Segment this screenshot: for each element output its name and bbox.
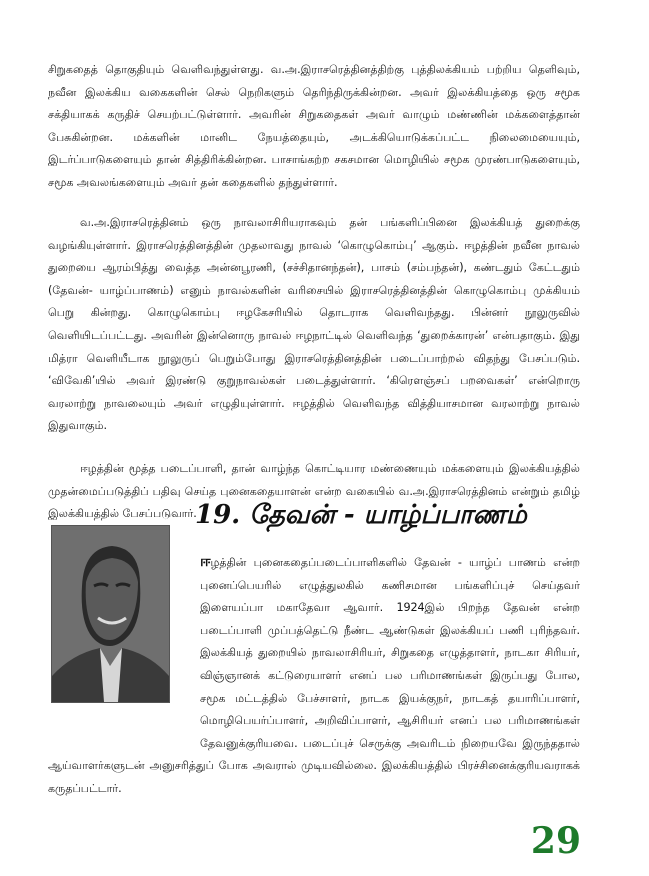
dropcap-letter: ஈ [200, 552, 211, 570]
portrait-silhouette [52, 526, 169, 702]
page-number: 29 [530, 820, 581, 862]
author-portrait-photo [51, 525, 170, 703]
paragraph-3: ஈழத்தின் மூத்த படைப்பாளி, தான் வாழ்ந்த கொட்டியார மண்ணையும் மக்களையும் இலக்கியத்தில் முதன்மைப்படுத்திப் பதிவு செய்த புனைகதையாளன் என்ற வகையில் வ.அ.இராசரெத்தினம் என்றும் தமிழ் இலக்கியத்தில் பேசப்படுவார். [48, 462, 580, 521]
section-heading: 19. தேவன் - யாழ்ப்பாணம் [195, 500, 527, 530]
paragraph-1: சிறுகதைத் தொகுதியும் வெளிவந்துள்ளது. வ.அ.இராசரெத்தினத்திற்கு புத்திலக்கியம் பற்றிய தெளிவும், நவீன இலக்கிய வகைகளின் செல் நெறிகளும் தெரிந்திருக்கின்றன. அவர் இலக்கியத்தை ஒரு சமூக சக்தியாகக் கருதிச் செயற்பட்டுள்ளார். அவரின் சிறுகதைகள் அவர் வாழும் மண்ணின் மக்களைத்தான் பேசுகின்றன. மக்களின் மானிட நேயத்தையும், அடக்கியொடுக்கப்பட்ட நிலைமையையும், இடர்ப்பாடுகளையும் தான் சித்திரிக்கின்றன. பாசாங்கற்ற சகசமான மொழியில் சமூக முரண்பாடுகளையும், சமூக அவலங்களையும் அவர் தன் கதைகளில் தந்துள்ளார். [48, 63, 580, 189]
paragraph-2: வ.அ.இராசரெத்தினம் ஒரு நாவலாசிரியராகவும் தன் பங்களிப்பினை இலக்கியத் துறைக்கு வழங்கியுள்ளார். இராசரெத்தினத்தின் முதலாவது நாவல் ‘கொழுகொம்பு’ ஆகும். ஈழத்தின் நவீன நாவல் துறையை ஆரம்பித்து வைத்த அன்னபூரணி, (சச்சிதானந்தன்), பாசம் (சம்பந்தன்), கண்டதும் கேட்டதும் (தேவன்- யாழ்ப்பாணம்) எனும் நாவல்களின் வரிசையில் இராசரெத்தினத்தின் கொழுகொம்பு முக்கியம் பெறு கின்றது. கொழுகொம்பு ஈழகேசரியில் தொடராக வெளிவந்தது. பின்னர் நூலுருவில் வெளியிடப்பட்டது. அவரின் இன்னொரு நாவல் ஈழநாட்டில் வெளிவந்த ‘துறைக்காரன்’ என்பதாகும். இது மித்ரா வெளியீடாக நூலுருப் பெறும்போது இராசரெத்தினத்தின் படைப்பாற்றல் விதந்து பேசப்படும். ‘விவேகி’யில் அவர் இரண்டு குறுநாவல்கள் படைத்துள்ளார். ‘கிரௌஞ்சப் பறவைகள்’ என்றொரு வரலாற்று நாவலையும் அவர் எழுதியுள்ளார். ஈழத்தில் வெளிவந்த வித்தியாசமான வரலாற்று நாவல் இதுவாகும். [48, 216, 580, 433]
section-text: ழத்தின் புனைகதைப்படைப்பாளிகளில் தேவன் - யாழ்ப் பாணம் என்ற புனைப்பெயரில் எழுத்துலகில் கணிசமான பங்களிப்புச் செய்தவர் இளையப்பா மகாதேவா ஆவார். 1924இல் பிறந்த தேவன் என்ற படைப்பாளி முப்பத்தெட்டு நீண்ட ஆண்டுகள் இலக்கியப் பணி புரிந்தவர். இலக்கியத் துறையில் நாவலாசிரியர், சிறுகதை எழுத்தாளர், நாடகா சிரியர், விஞ்ஞானக் கட்டுரையாளர் எனப் பல பரிமாணங்கள் இருப்பது போல, சமூக மட்டத்தில் பேச்சாளர், நாடக இயக்குநர், நாடகத் தயாரிப்பாளர், மொழிபெயர்ப்பாளர், அறிவிப்பாளர், ஆசிரியர் எனப் பல பரிமாணங்கள் தேவனுக்குரியவை. படைப்புச் செருக்கு அவரிடம் நிறையவே இருந்ததால் ஆய்வாளர்களுடன் அனுசரித்துப் போக அவரால் முடியவில்லை. இலக்கியத்தில் பிரச்சினைக்குரியவராகக் கருதப்பட்டார். [48, 556, 580, 795]
